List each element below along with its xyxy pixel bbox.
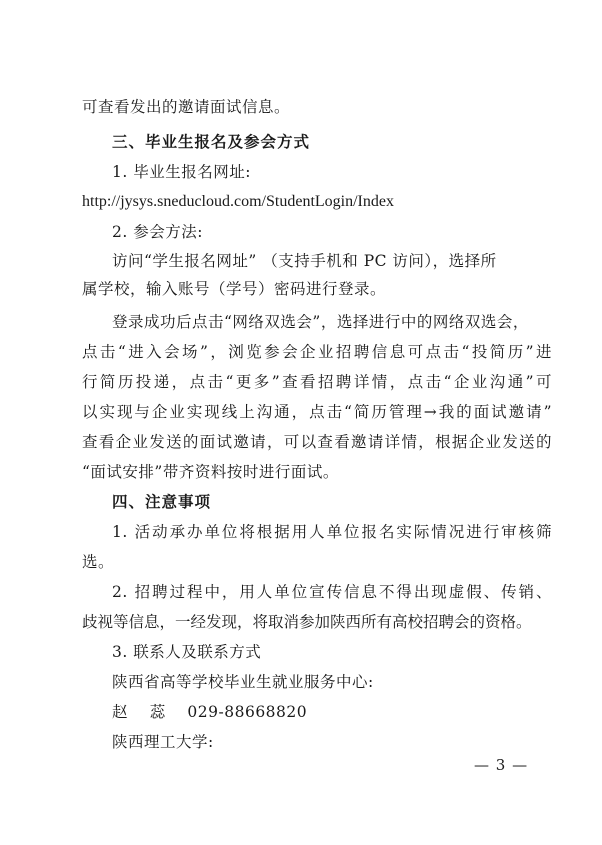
- contact-person-phone: 赵 蕊 029-88668820: [112, 703, 308, 721]
- page-number: — 3 —: [474, 756, 529, 774]
- contact-org-provincial-center: 陕西省高等学校毕业生就业服务中心:: [112, 673, 374, 691]
- note-2-line-1: 2. 招聘过程中，用人单位宣传信息不得出现虚假、传销、: [112, 583, 552, 601]
- item-participation-method: 2. 参会方法:: [112, 223, 203, 241]
- contact-org-university: 陕西理工大学:: [112, 733, 214, 751]
- section-heading-registration: 三、毕业生报名及参会方式: [112, 133, 311, 151]
- text-line-continuation: 可查看发出的邀请面试信息。: [82, 98, 291, 116]
- note-3-contacts: 3. 联系人及联系方式: [112, 643, 262, 661]
- note-1-line-1: 1. 活动承办单位将根据用人单位报名实际情况进行审核筛: [112, 523, 552, 541]
- paragraph-login-line-3: 行简历投递，点击“更多”查看招聘详情，点击“企业沟通”可: [82, 373, 552, 391]
- paragraph-login-line-2: 点击“进入会场”，浏览参会企业招聘信息可点击“投简历”进: [82, 343, 552, 361]
- registration-url: http://jysys.sneducloud.com/StudentLogin/Index: [82, 193, 394, 210]
- note-2-line-2: 歧视等信息，一经发现，将取消参加陕西所有高校招聘会的资格。: [82, 613, 532, 631]
- item-registration-url-label: 1. 毕业生报名网址:: [112, 163, 251, 181]
- paragraph-login-line-4: 以实现与企业实现线上沟通，点击“简历管理→我的面试邀请”: [82, 403, 552, 421]
- section-heading-notes: 四、注意事项: [112, 493, 212, 511]
- note-1-line-2: 选。: [82, 553, 115, 571]
- paragraph-login-line-1: 登录成功后点击“网络双选会”，选择进行中的网络双选会，: [112, 313, 529, 331]
- paragraph-access-line-2: 属学校，输入账号（学号）密码进行登录。: [82, 280, 387, 298]
- paragraph-login-line-5: 查看企业发送的面试邀请，可以查看邀请详情，根据企业发送的: [82, 433, 552, 451]
- paragraph-access-line-1: 访问“学生报名网址” （支持手机和 PC 访问），选择所: [112, 252, 497, 270]
- paragraph-login-line-6: “面试安排”带齐资料按时进行面试。: [82, 463, 339, 481]
